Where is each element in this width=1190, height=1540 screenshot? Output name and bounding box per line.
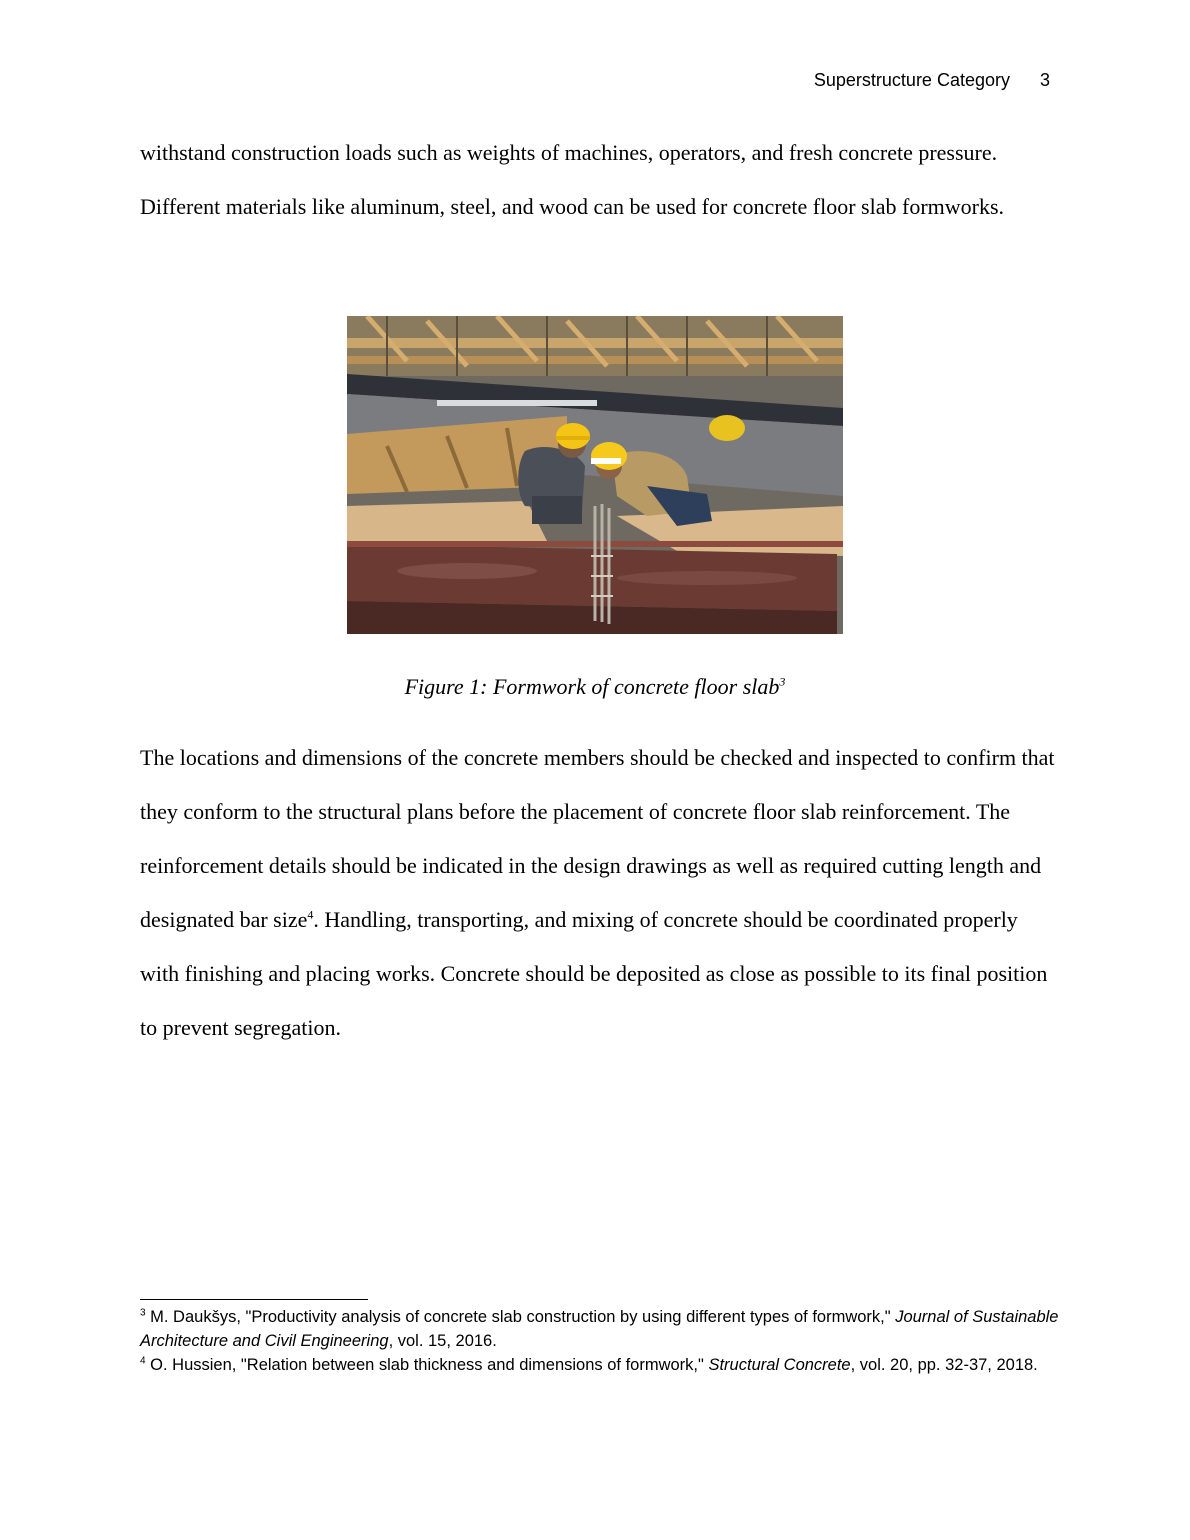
footnote-text: M. Daukšys, "Productivity analysis of concrete slab construction by using different types of formwork," (145, 1308, 896, 1326)
footnote-tail: , vol. 15, 2016. (388, 1332, 497, 1350)
footnote-4 (140, 1353, 1060, 1377)
paragraph-2-text-start: The locations and dimensions of the concrete members should be checked and inspected to confirm that they conform to the structural plans before the placement of concrete floor slab reinforcement. The reinforcement details should be indicated in the design drawings as well as required cutting length and designated bar size (140, 745, 1055, 932)
figure-caption-footnote-ref[interactable]: 3 (779, 674, 786, 689)
figure-caption-text: Figure 1: Formwork of concrete floor slab (404, 674, 780, 699)
page-header (814, 70, 1050, 91)
footnote-number: 4 (140, 1355, 146, 1367)
page-number: 3 (1039, 70, 1050, 90)
paragraph-2-text-end: . Handling, transporting, and mixing of concrete should be coordinated properly with finishing and placing works. Concrete should be deposited as close as possible to its final position to prevent segregation. (140, 907, 1048, 1040)
body-paragraph-1: withstand construction loads such as weights of machines, operators, and fresh concrete pressure. Different materials like aluminum, steel, and wood can be used for concrete floor slab formworks. (140, 140, 1005, 219)
running-title: Superstructure Category (813, 70, 1010, 90)
footnote-journal: Journal of Sustainable Architecture and Civil Engineering (140, 1308, 1059, 1350)
footnote-journal: Structural Concrete (708, 1356, 851, 1374)
body-paragraph-2 (140, 731, 1060, 1055)
footnote-text: O. Hussien, "Relation between slab thickness and dimensions of formwork," (145, 1356, 709, 1374)
footnote-ref-4[interactable]: 4 (307, 907, 314, 922)
footnote-3 (140, 1305, 1060, 1353)
footnotes (140, 1305, 1060, 1377)
footnote-tail: , vol. 20, pp. 32-37, 2018. (850, 1356, 1038, 1374)
footnote-separator (140, 1299, 368, 1300)
figure-caption (0, 674, 1190, 700)
footnote-number: 3 (140, 1307, 146, 1319)
figure-image-formwork (347, 316, 843, 634)
